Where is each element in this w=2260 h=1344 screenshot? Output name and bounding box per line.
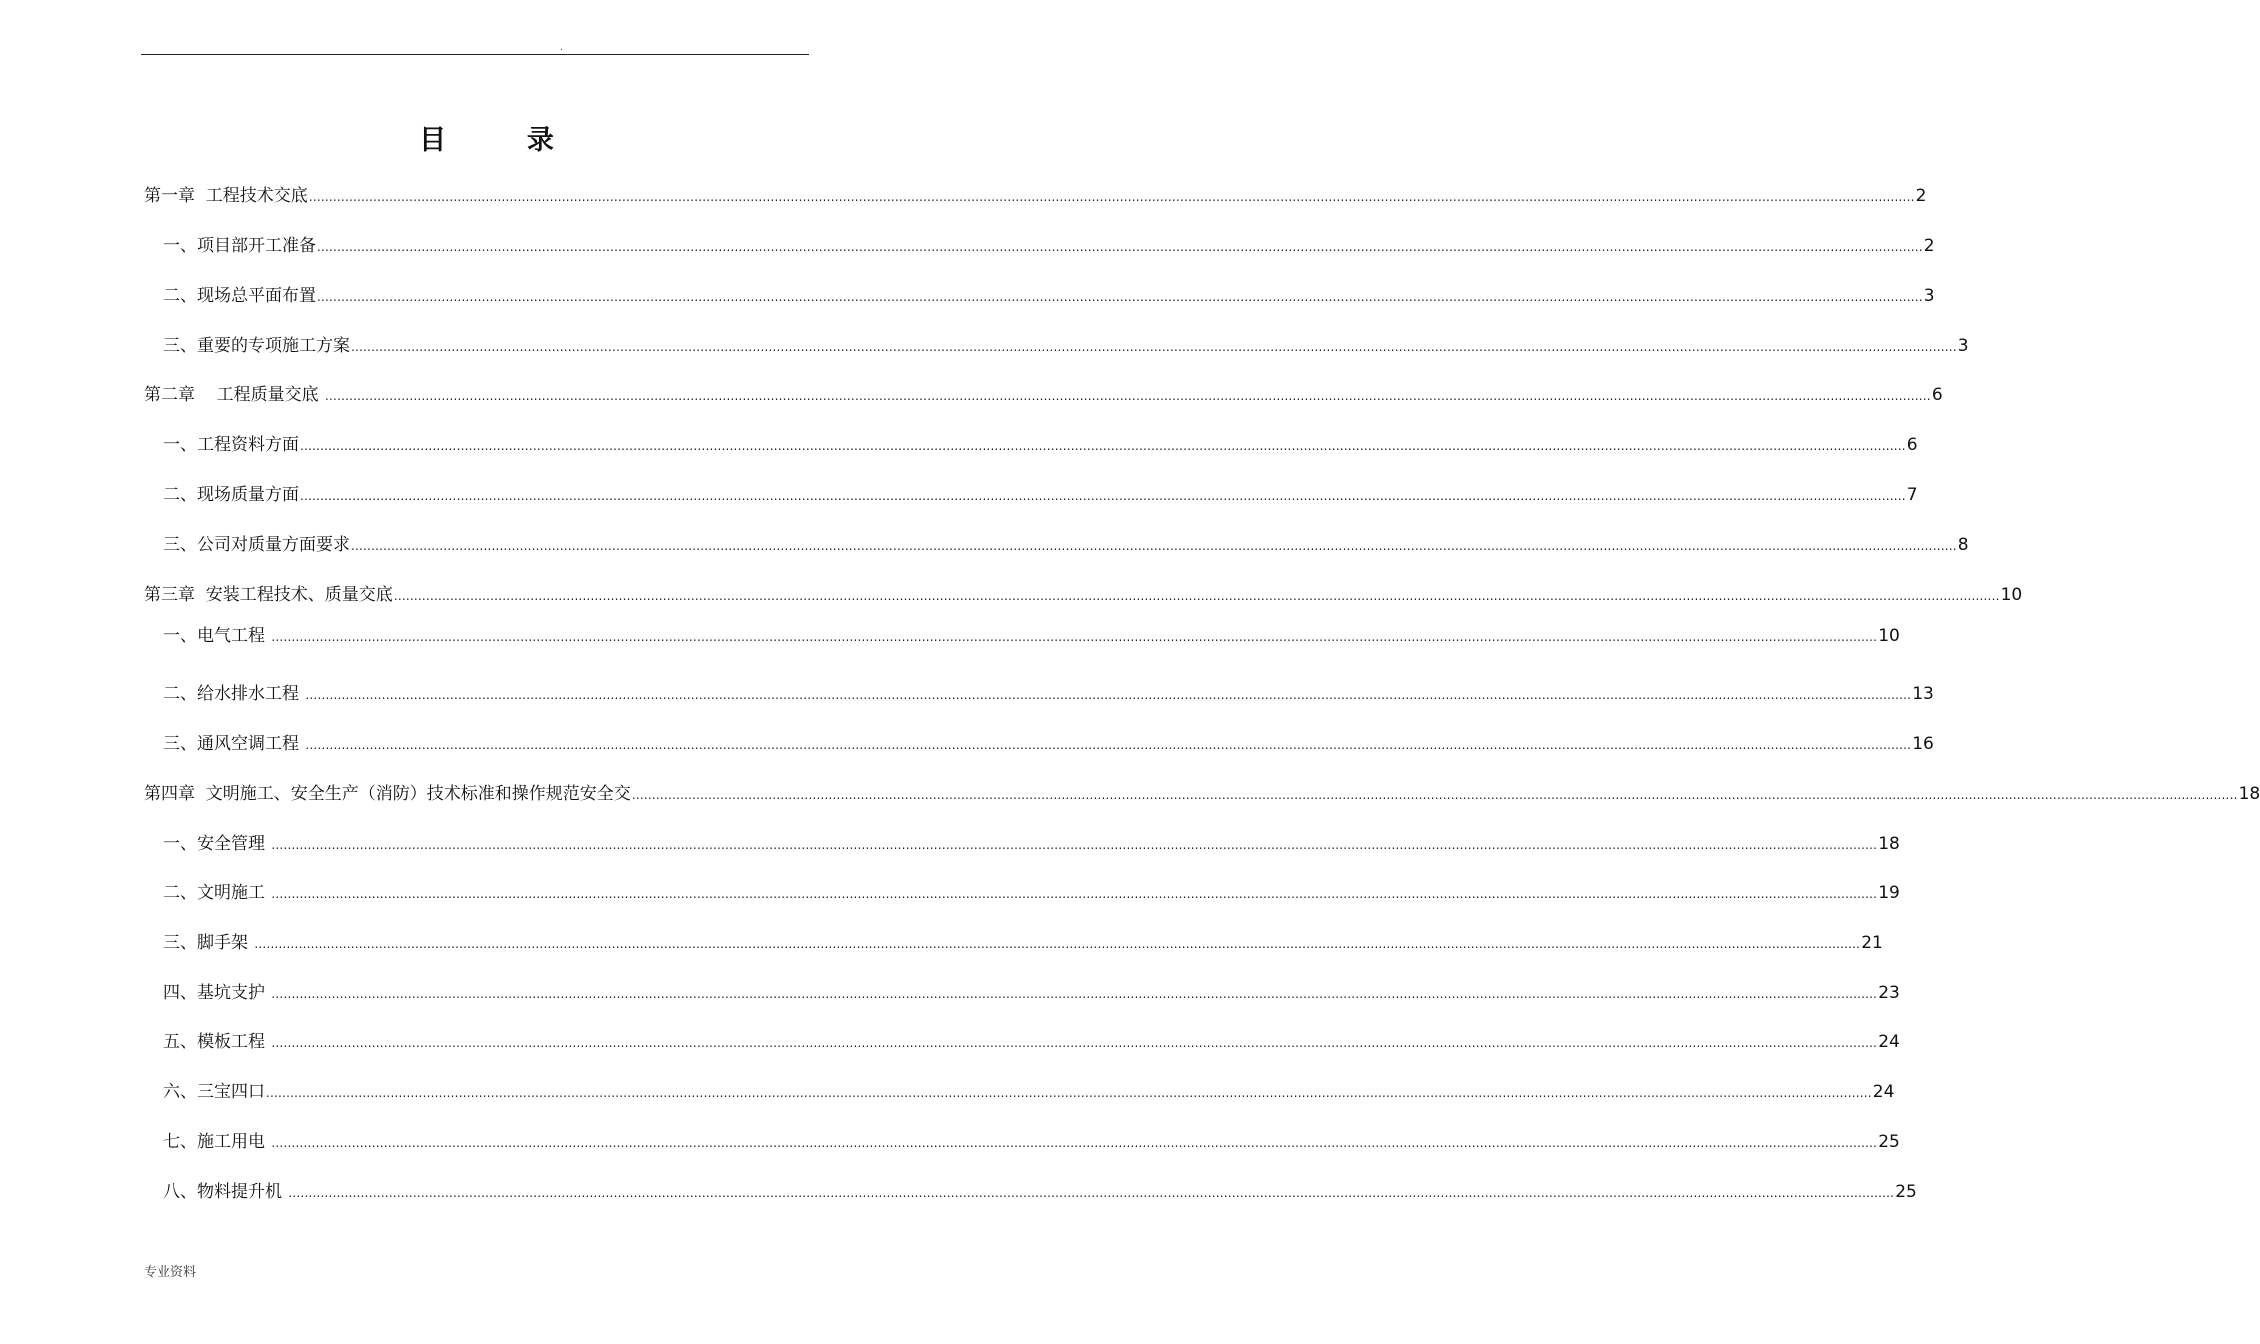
toc-entry-page: 6 bbox=[1931, 385, 1943, 405]
toc-leader-dots: ................................................................................................................................................................................................................................................................................................................................................................................................................ bbox=[305, 688, 1912, 702]
toc-entry-label: 第二章 工程质量交底 bbox=[144, 385, 325, 405]
toc-entry-page: 13 bbox=[1912, 684, 1934, 704]
toc-entry[interactable] bbox=[163, 932, 1883, 955]
toc-entry[interactable] bbox=[163, 235, 1935, 258]
toc-leader-dots: ................................................................................................................................................................................................................................................................................................................................................................................................................ bbox=[393, 589, 2000, 603]
toc-entry-page: 25 bbox=[1895, 1182, 1917, 1202]
toc-entry-label: 一、项目部开工准备 bbox=[163, 236, 316, 256]
toc-entry-label: 一、安全管理 bbox=[163, 834, 271, 854]
toc-entry[interactable] bbox=[144, 584, 2023, 607]
toc-leader-dots: ................................................................................................................................................................................................................................................................................................................................................................................................................ bbox=[271, 887, 1878, 901]
toc-entry-page: 2 bbox=[1915, 186, 1927, 206]
toc-entry-label: 六、三宝四口 bbox=[163, 1082, 265, 1102]
toc-entry[interactable] bbox=[163, 833, 1900, 856]
toc-entry[interactable] bbox=[163, 1031, 1900, 1054]
toc-entry-page: 25 bbox=[1878, 1132, 1900, 1152]
toc-entry[interactable] bbox=[163, 285, 1935, 308]
toc-entry-label: 四、基坑支护 bbox=[163, 983, 271, 1003]
toc-leader-dots: ................................................................................................................................................................................................................................................................................................................................................................................................................ bbox=[305, 738, 1912, 752]
toc-leader-dots: ................................................................................................................................................................................................................................................................................................................................................................................................................ bbox=[271, 1136, 1878, 1150]
toc-entry-page: 2 bbox=[1923, 236, 1935, 256]
toc-entry[interactable] bbox=[163, 534, 1969, 557]
title-char-right: 录 bbox=[526, 125, 556, 156]
toc-entry-label: 三、通风空调工程 bbox=[163, 734, 305, 754]
toc-entry-page: 8 bbox=[1957, 535, 1969, 555]
toc-leader-dots: ................................................................................................................................................................................................................................................................................................................................................................................................................ bbox=[351, 539, 1957, 553]
toc-entry-page: 24 bbox=[1878, 1032, 1900, 1052]
toc-leader-dots: ................................................................................................................................................................................................................................................................................................................................................................................................................ bbox=[271, 630, 1878, 644]
toc-leader-dots: ................................................................................................................................................................................................................................................................................................................................................................................................................ bbox=[317, 290, 1923, 304]
title-char-left: 目 bbox=[419, 125, 449, 156]
toc-leader-dots: ................................................................................................................................................................................................................................................................................................................................................................................................................ bbox=[631, 788, 2238, 802]
toc-entry[interactable] bbox=[163, 625, 1900, 648]
toc-leader-dots: ................................................................................................................................................................................................................................................................................................................................................................................................................ bbox=[300, 489, 1906, 503]
toc-entry-page: 24 bbox=[1872, 1082, 1895, 1102]
toc-leader-dots: ................................................................................................................................................................................................................................................................................................................................................................................................................ bbox=[308, 190, 1915, 204]
toc-leader-dots: ................................................................................................................................................................................................................................................................................................................................................................................................................ bbox=[300, 439, 1906, 453]
toc-entry-page: 21 bbox=[1861, 933, 1883, 953]
toc-entry[interactable] bbox=[144, 783, 2260, 806]
toc-leader-dots: ................................................................................................................................................................................................................................................................................................................................................................................................................ bbox=[271, 1036, 1878, 1050]
footer-text: 专业资料 bbox=[144, 1265, 197, 1280]
toc-entry[interactable] bbox=[163, 1131, 1900, 1154]
toc-entry-page: 18 bbox=[2238, 784, 2260, 804]
toc-leader-dots: ................................................................................................................................................................................................................................................................................................................................................................................................................ bbox=[325, 389, 1931, 403]
toc-leader-dots: ................................................................................................................................................................................................................................................................................................................................................................................................................ bbox=[288, 1186, 1895, 1200]
toc-entry-label: 一、电气工程 bbox=[163, 626, 271, 646]
toc-entry[interactable] bbox=[163, 1081, 1895, 1104]
toc-entry[interactable] bbox=[163, 484, 1918, 507]
toc-entry-label: 第一章 工程技术交底 bbox=[144, 186, 308, 206]
toc-entry-page: 7 bbox=[1906, 485, 1918, 505]
toc-entry-label: 二、文明施工 bbox=[163, 883, 271, 903]
toc-entry[interactable] bbox=[144, 384, 1943, 407]
header-mark: . bbox=[560, 43, 563, 53]
toc-entry-page: 3 bbox=[1923, 286, 1935, 306]
toc-entry-label: 八、物料提升机 bbox=[163, 1182, 288, 1202]
toc-entry[interactable] bbox=[144, 185, 1927, 208]
toc-entry[interactable] bbox=[163, 683, 1934, 706]
toc-leader-dots: ................................................................................................................................................................................................................................................................................................................................................................................................................ bbox=[254, 937, 1861, 951]
toc-leader-dots: ................................................................................................................................................................................................................................................................................................................................................................................................................ bbox=[317, 240, 1923, 254]
toc-entry-label: 三、公司对质量方面要求 bbox=[163, 535, 350, 555]
toc-entry-label: 第四章 文明施工、安全生产（消防）技术标准和操作规范安全交 bbox=[144, 784, 631, 804]
toc-entry[interactable] bbox=[163, 335, 1969, 358]
toc-entry-page: 10 bbox=[2000, 585, 2023, 605]
toc-entry-label: 第三章 安装工程技术、质量交底 bbox=[144, 585, 393, 605]
toc-entry[interactable] bbox=[163, 1181, 1917, 1204]
toc-entry-label: 一、工程资料方面 bbox=[163, 435, 299, 455]
toc-entry[interactable] bbox=[163, 733, 1934, 756]
toc-entry-page: 18 bbox=[1878, 834, 1900, 854]
toc-entry-label: 七、施工用电 bbox=[163, 1132, 271, 1152]
toc-entry[interactable] bbox=[163, 434, 1918, 457]
toc-entry-page: 10 bbox=[1878, 626, 1900, 646]
toc-entry[interactable] bbox=[163, 982, 1900, 1005]
toc-leader-dots: ................................................................................................................................................................................................................................................................................................................................................................................................................ bbox=[271, 838, 1878, 852]
toc-entry[interactable] bbox=[163, 882, 1900, 905]
toc-entry-page: 23 bbox=[1878, 983, 1900, 1003]
toc-entry-label: 三、脚手架 bbox=[163, 933, 254, 953]
toc-entry-page: 3 bbox=[1957, 336, 1969, 356]
toc-entry-label: 五、模板工程 bbox=[163, 1032, 271, 1052]
toc-entry-page: 16 bbox=[1912, 734, 1934, 754]
toc-entry-label: 三、重要的专项施工方案 bbox=[163, 336, 350, 356]
toc-entry-label: 二、现场质量方面 bbox=[163, 485, 299, 505]
toc-entry-page: 19 bbox=[1878, 883, 1900, 903]
toc-leader-dots: ................................................................................................................................................................................................................................................................................................................................................................................................................ bbox=[271, 987, 1878, 1001]
toc-entry-label: 二、给水排水工程 bbox=[163, 684, 305, 704]
toc-entry-label: 二、现场总平面布置 bbox=[163, 286, 316, 306]
toc-leader-dots: ................................................................................................................................................................................................................................................................................................................................................................................................................ bbox=[351, 340, 1957, 354]
toc-entry-page: 6 bbox=[1906, 435, 1918, 455]
toc-leader-dots: ................................................................................................................................................................................................................................................................................................................................................................................................................ bbox=[266, 1086, 1872, 1100]
